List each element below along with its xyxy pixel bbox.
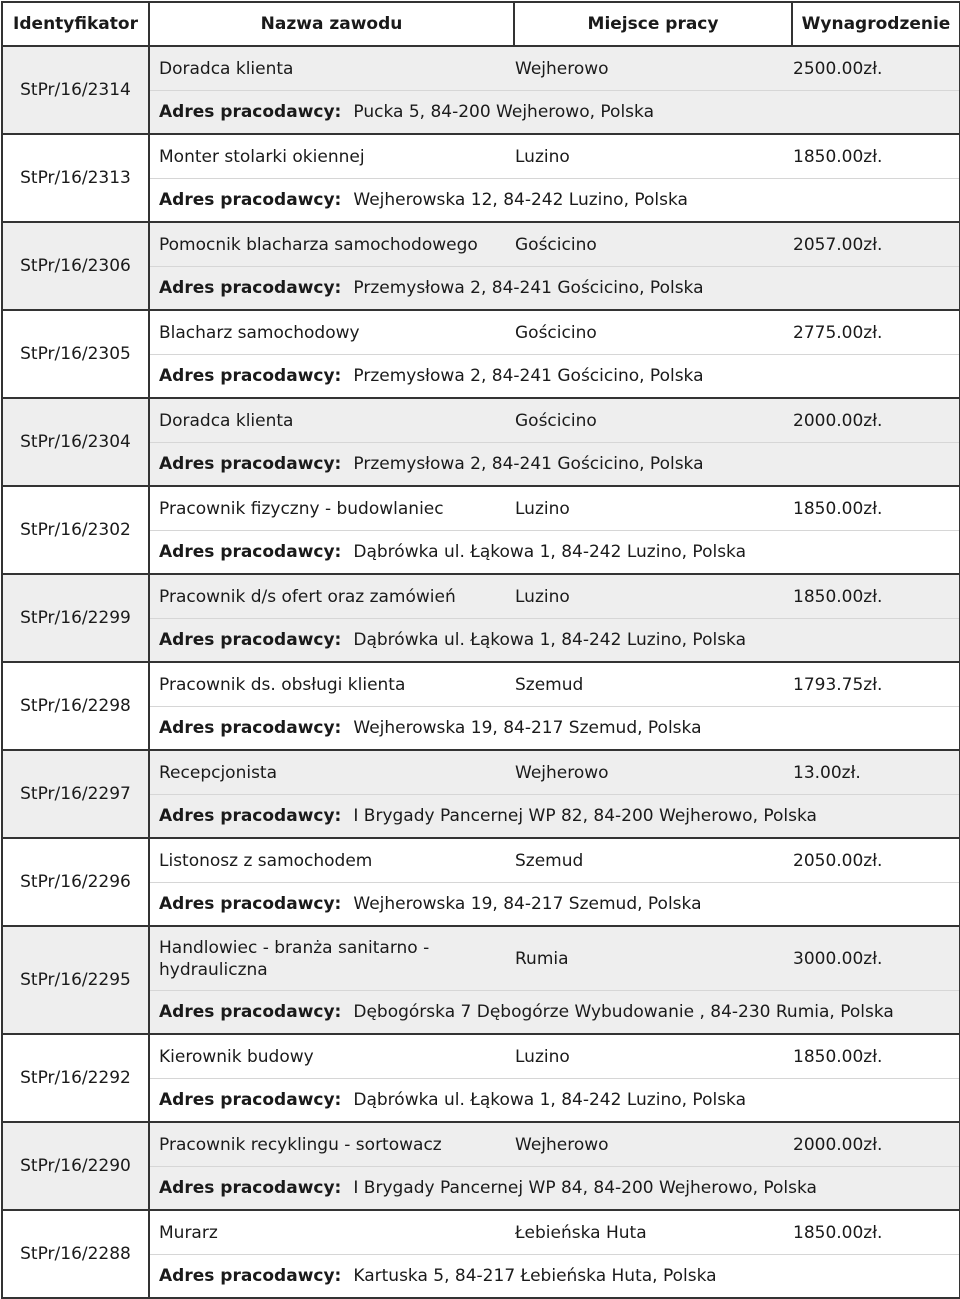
salary: 2000.00zł. [793, 1135, 883, 1155]
salary: 1850.00zł. [793, 1047, 883, 1067]
address-label: Adres pracodawcy: [159, 718, 342, 738]
header-job-name: Nazwa zawodu [149, 2, 514, 46]
job-name: Blacharz samochodowy [159, 323, 360, 343]
offer-details [149, 134, 960, 222]
address-label: Adres pracodawcy: [159, 454, 342, 474]
job-name: Pracownik recyklingu - sortowacz [159, 1135, 442, 1155]
address-label: Adres pracodawcy: [159, 1002, 342, 1022]
job-name: Pracownik fizyczny - budowlaniec [159, 499, 444, 519]
table-row [2, 1034, 960, 1122]
table-row [2, 46, 960, 134]
table-row [2, 838, 960, 926]
employer-address: I Brygady Pancernej WP 82, 84-200 Wejherowo, Polska [353, 806, 817, 826]
offer-main-line [150, 135, 959, 179]
job-name: Recepcjonista [159, 763, 278, 783]
offer-id: StPr/16/2306 [2, 222, 149, 310]
job-name: Kierownik budowy [159, 1047, 314, 1067]
job-name: Doradca klienta [159, 411, 294, 431]
salary: 1850.00zł. [793, 147, 883, 167]
offer-id: StPr/16/2288 [2, 1210, 149, 1298]
employer-address-line [150, 1167, 959, 1209]
salary: 2000.00zł. [793, 411, 883, 431]
employer-address: Kartuska 5, 84-217 Łebieńska Huta, Polska [353, 1266, 717, 1286]
offer-main-line [150, 47, 959, 91]
header-salary: Wynagrodzenie [792, 2, 960, 46]
job-name: Listonosz z samochodem [159, 851, 373, 871]
table-header-row [2, 2, 960, 46]
table-row [2, 574, 960, 662]
address-label: Adres pracodawcy: [159, 278, 342, 298]
job-name: Handlowiec - branża sanitarno - hydrauliczna [159, 938, 430, 980]
employer-address-line [150, 619, 959, 661]
salary: 1850.00zł. [793, 1223, 883, 1243]
employer-address: Dębogórska 7 Dębogórze Wybudowanie , 84-230 Rumia, Polska [353, 1002, 894, 1022]
employer-address: Wejherowska 12, 84-242 Luzino, Polska [353, 190, 688, 210]
offer-main-line [150, 399, 959, 443]
offer-id: StPr/16/2304 [2, 398, 149, 486]
job-name: Pracownik d/s ofert oraz zamówień [159, 587, 456, 607]
employer-address: Dąbrówka ul. Łąkowa 1, 84-242 Luzino, Polska [353, 630, 747, 650]
employer-address-line [150, 531, 959, 573]
offer-main-line [150, 663, 959, 707]
offer-main-line [150, 311, 959, 355]
salary: 2057.00zł. [793, 235, 883, 255]
salary: 2050.00zł. [793, 851, 883, 871]
workplace: Szemud [515, 851, 584, 871]
employer-address-line [150, 179, 959, 221]
employer-address-line [150, 1079, 959, 1121]
address-label: Adres pracodawcy: [159, 102, 342, 122]
offer-id: StPr/16/2302 [2, 486, 149, 574]
offer-details [149, 574, 960, 662]
workplace: Luzino [515, 499, 570, 519]
table-row [2, 662, 960, 750]
workplace: Rumia [515, 949, 569, 969]
address-label: Adres pracodawcy: [159, 542, 342, 562]
offer-id: StPr/16/2313 [2, 134, 149, 222]
employer-address: Dąbrówka ul. Łąkowa 1, 84-242 Luzino, Polska [353, 1090, 747, 1110]
offer-id: StPr/16/2290 [2, 1122, 149, 1210]
offer-details [149, 750, 960, 838]
salary: 1793.75zł. [793, 675, 883, 695]
address-label: Adres pracodawcy: [159, 1266, 342, 1286]
job-name: Murarz [159, 1223, 218, 1243]
offer-main-line [150, 487, 959, 531]
workplace: Wejherowo [515, 763, 609, 783]
address-label: Adres pracodawcy: [159, 806, 342, 826]
employer-address: Wejherowska 19, 84-217 Szemud, Polska [353, 718, 702, 738]
address-label: Adres pracodawcy: [159, 190, 342, 210]
offer-id: StPr/16/2305 [2, 310, 149, 398]
workplace: Gościcino [515, 235, 597, 255]
offer-id: StPr/16/2298 [2, 662, 149, 750]
employer-address-line [150, 991, 959, 1033]
employer-address: Przemysłowa 2, 84-241 Gościcino, Polska [353, 366, 704, 386]
employer-address-line [150, 355, 959, 397]
employer-address-line [150, 267, 959, 309]
employer-address-line [150, 883, 959, 925]
offer-main-line [150, 1123, 959, 1167]
offer-main-line [150, 1211, 959, 1255]
salary: 3000.00zł. [793, 949, 883, 969]
offer-details [149, 310, 960, 398]
salary: 2775.00zł. [793, 323, 883, 343]
salary: 1850.00zł. [793, 587, 883, 607]
offer-main-line [150, 1035, 959, 1079]
workplace: Szemud [515, 675, 584, 695]
employer-address: Pucka 5, 84-200 Wejherowo, Polska [353, 102, 655, 122]
workplace: Luzino [515, 1047, 570, 1067]
header-workplace: Miejsce pracy [514, 2, 792, 46]
employer-address-line [150, 1255, 959, 1297]
address-label: Adres pracodawcy: [159, 1178, 342, 1198]
offer-main-line [150, 927, 959, 991]
address-label: Adres pracodawcy: [159, 894, 342, 914]
table-row [2, 1210, 960, 1298]
address-label: Adres pracodawcy: [159, 366, 342, 386]
employer-address: I Brygady Pancernej WP 84, 84-200 Wejherowo, Polska [353, 1178, 817, 1198]
offer-details [149, 486, 960, 574]
workplace: Łebieńska Huta [515, 1223, 647, 1243]
offer-main-line [150, 575, 959, 619]
header-identifier: Identyfikator [2, 2, 149, 46]
offer-main-line [150, 839, 959, 883]
employer-address-line [150, 795, 959, 837]
table-row [2, 398, 960, 486]
job-offers-table [1, 1, 960, 1299]
offer-id: StPr/16/2296 [2, 838, 149, 926]
employer-address-line [150, 91, 959, 133]
table-row [2, 134, 960, 222]
employer-address: Przemysłowa 2, 84-241 Gościcino, Polska [353, 454, 704, 474]
salary: 1850.00zł. [793, 499, 883, 519]
table-row [2, 926, 960, 1034]
workplace: Wejherowo [515, 1135, 609, 1155]
employer-address: Dąbrówka ul. Łąkowa 1, 84-242 Luzino, Polska [353, 542, 747, 562]
offer-details [149, 222, 960, 310]
offer-details [149, 1034, 960, 1122]
offer-details [149, 1210, 960, 1298]
offer-id: StPr/16/2314 [2, 46, 149, 134]
employer-address-line [150, 707, 959, 749]
offer-id: StPr/16/2299 [2, 574, 149, 662]
offer-details [149, 46, 960, 134]
workplace: Luzino [515, 587, 570, 607]
workplace: Gościcino [515, 323, 597, 343]
offer-details [149, 1122, 960, 1210]
offer-id: StPr/16/2292 [2, 1034, 149, 1122]
offer-main-line [150, 223, 959, 267]
salary: 2500.00zł. [793, 59, 883, 79]
workplace: Luzino [515, 147, 570, 167]
table-row [2, 750, 960, 838]
table-row [2, 1122, 960, 1210]
salary: 13.00zł. [793, 763, 861, 783]
workplace: Wejherowo [515, 59, 609, 79]
address-label: Adres pracodawcy: [159, 630, 342, 650]
job-name: Monter stolarki okiennej [159, 147, 365, 167]
address-label: Adres pracodawcy: [159, 1090, 342, 1110]
employer-address-line [150, 443, 959, 485]
job-name: Pomocnik blacharza samochodowego [159, 235, 478, 255]
offer-main-line [150, 751, 959, 795]
offer-id: StPr/16/2295 [2, 926, 149, 1034]
offer-details [149, 838, 960, 926]
offer-details [149, 398, 960, 486]
employer-address: Przemysłowa 2, 84-241 Gościcino, Polska [353, 278, 704, 298]
offer-details [149, 662, 960, 750]
offer-details [149, 926, 960, 1034]
job-name: Doradca klienta [159, 59, 294, 79]
table-row [2, 486, 960, 574]
table-row [2, 310, 960, 398]
job-name: Pracownik ds. obsługi klienta [159, 675, 406, 695]
offer-id: StPr/16/2297 [2, 750, 149, 838]
workplace: Gościcino [515, 411, 597, 431]
employer-address: Wejherowska 19, 84-217 Szemud, Polska [353, 894, 702, 914]
table-row [2, 222, 960, 310]
